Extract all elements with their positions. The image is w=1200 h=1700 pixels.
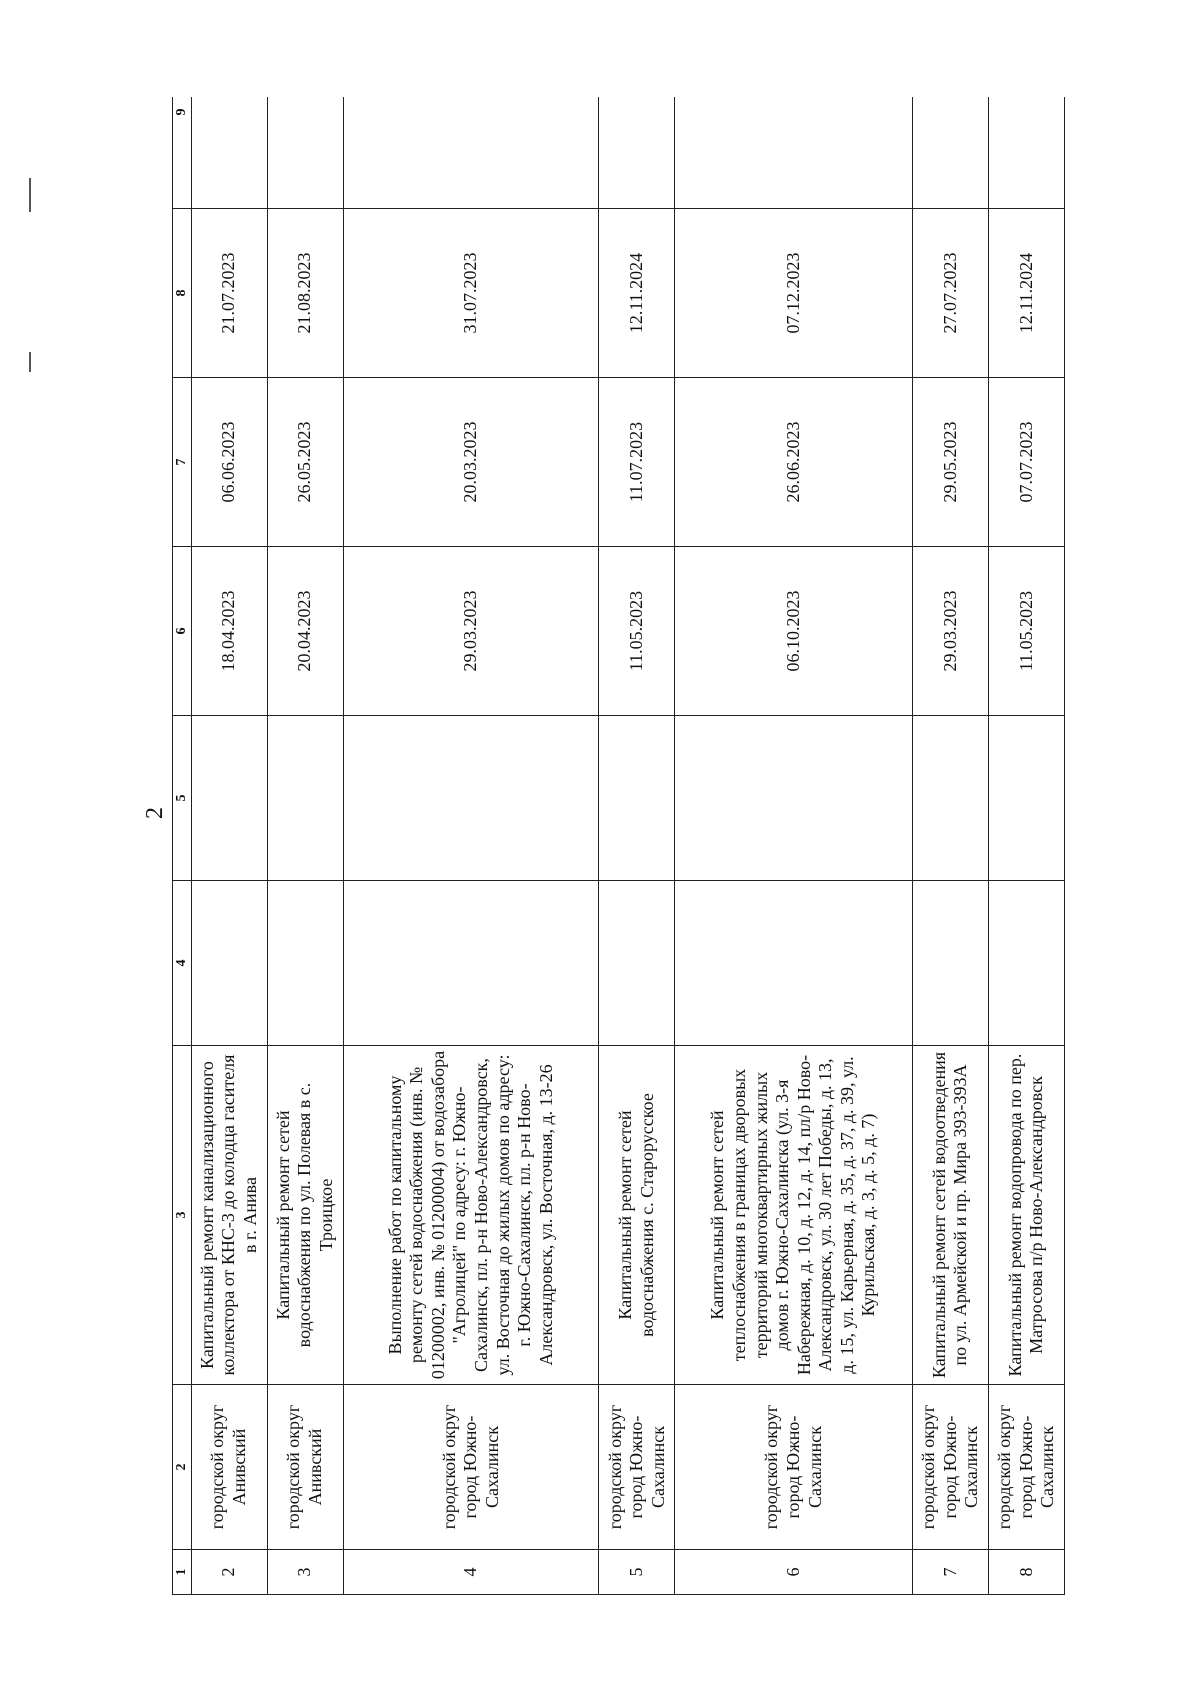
date-col-7: 26.05.2023 [267,378,343,547]
document-table-wrapper [172,97,1065,1595]
municipality-cell: городской округ город Южно-Сахалинск [343,1385,599,1550]
margin-tick-top [29,178,31,212]
cell-col-9 [599,97,675,209]
row-number: 8 [988,1550,1064,1595]
document-table [172,97,1065,1595]
column-header-4: 4 [173,881,192,1046]
cell-col-4 [191,881,267,1046]
work-description-cell: Капитальный ремонт водопровода по пер. Матросова п/р Ново-Александровск [988,1046,1064,1385]
date-col-8: 12.11.2024 [599,209,675,378]
date-col-6: 20.04.2023 [267,547,343,716]
date-col-8: 21.08.2023 [267,209,343,378]
municipality-cell: городской округ город Южно-Сахалинск [675,1385,912,1550]
table-row [912,97,988,1595]
work-description-cell: Капитальный ремонт сетей теплоснабжения в границах дворовых территорий многоквартирных жилых домов г. Южно-Сахалинска (ул. 3-я Набережная, д. 10, д. 12, д. 14, пл/р Ново-Александровск, ул. 30 лет Победы, д. 13, д. 15, ул. Карьерная, д. 35, д. 37, д. 39, ул. Курильская, д. 3, д. 5, д. 7) [675,1046,912,1385]
cell-col-9 [912,97,988,209]
row-number: 5 [599,1550,675,1595]
date-col-6: 11.05.2023 [988,547,1064,716]
date-col-8: 27.07.2023 [912,209,988,378]
cell-col-5 [191,716,267,881]
column-header-2: 2 [173,1385,192,1550]
cell-col-5 [343,716,599,881]
column-header-1: 1 [173,1550,192,1595]
table-row [343,97,599,1595]
row-number: 6 [675,1550,912,1595]
column-header-9: 9 [173,97,192,209]
column-header-5: 5 [173,716,192,881]
cell-col-5 [675,716,912,881]
work-description-cell: Капитальный ремонт сетей водоснабжения по ул. Полевая в с. Троицкое [267,1046,343,1385]
column-header-8: 8 [173,209,192,378]
date-col-6: 18.04.2023 [191,547,267,716]
column-header-6: 6 [173,547,192,716]
date-col-8: 21.07.2023 [191,209,267,378]
work-description-cell: Капитальный ремонт канализационного коллектора от КНС-3 до колодца гасителя в г. Анива [191,1046,267,1385]
table-header-row [173,97,192,1595]
work-description-cell: Капитальный ремонт сетей водоотведения по ул. Армейской и пр. Мира 393-393А [912,1046,988,1385]
date-col-7: 06.06.2023 [191,378,267,547]
cell-col-9 [267,97,343,209]
cell-col-9 [343,97,599,209]
cell-col-4 [343,881,599,1046]
date-col-6: 11.05.2023 [599,547,675,716]
date-col-8: 31.07.2023 [343,209,599,378]
date-col-6: 06.10.2023 [675,547,912,716]
date-col-7: 20.03.2023 [343,378,599,547]
cell-col-9 [191,97,267,209]
cell-col-4 [988,881,1064,1046]
row-number: 2 [191,1550,267,1595]
date-col-8: 07.12.2023 [675,209,912,378]
table-row [267,97,343,1595]
date-col-6: 29.03.2023 [912,547,988,716]
municipality-cell: городской округ Анивский [191,1385,267,1550]
date-col-7: 11.07.2023 [599,378,675,547]
cell-col-5 [912,716,988,881]
table-row [599,97,675,1595]
work-description-cell: Выполнение работ по капитальному ремонту сетей водоснабжения (инв. № 01200002, инв. № 01200004) от водозабора "Агролицей" по адресу: г. Южно-Сахалинск, пл. р-н Ново-Александровск, ул. Восточная до жилых домов по адресу: г. Южно-Сахалинск, пл. р-н Ново-Александровск, ул. Восточная, д. 13-26 [343,1046,599,1385]
cell-col-9 [675,97,912,209]
cell-col-4 [599,881,675,1046]
municipality-cell: городской округ Анивский [267,1385,343,1550]
table-row [988,97,1064,1595]
cell-col-4 [912,881,988,1046]
municipality-cell: городской округ город Южно-Сахалинск [912,1385,988,1550]
municipality-cell: городской округ город Южно-Сахалинск [599,1385,675,1550]
cell-col-4 [675,881,912,1046]
cell-col-9 [988,97,1064,209]
table-row [675,97,912,1595]
date-col-7: 07.07.2023 [988,378,1064,547]
date-col-8: 12.11.2024 [988,209,1064,378]
work-description-cell: Капитальный ремонт сетей водоснабжения с. Старорусское [599,1046,675,1385]
date-col-7: 26.06.2023 [675,378,912,547]
column-header-3: 3 [173,1046,192,1385]
municipality-cell: городской округ город Южно-Сахалинск [988,1385,1064,1550]
row-number: 4 [343,1550,599,1595]
cell-col-4 [267,881,343,1046]
table-row [191,97,267,1595]
row-number: 3 [267,1550,343,1595]
cell-col-5 [267,716,343,881]
date-col-6: 29.03.2023 [343,547,599,716]
page-number: 2 [142,807,168,819]
cell-col-5 [599,716,675,881]
cell-col-5 [988,716,1064,881]
row-number: 7 [912,1550,988,1595]
date-col-7: 29.05.2023 [912,378,988,547]
margin-tick-bottom [29,352,31,372]
column-header-7: 7 [173,378,192,547]
